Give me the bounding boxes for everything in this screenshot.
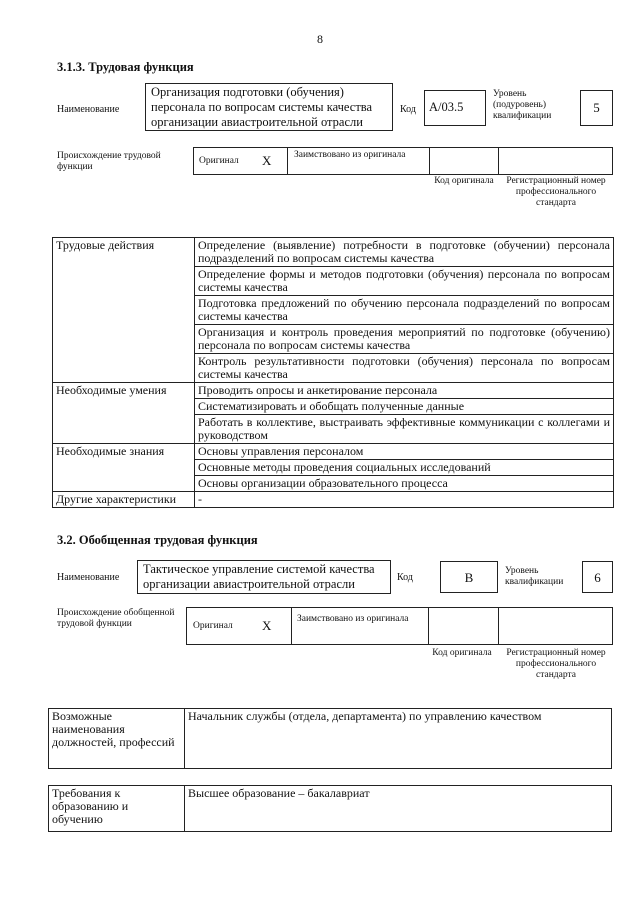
row-label-actions: Трудовые действия	[53, 238, 195, 383]
table-cell: Систематизировать и обобщать полученные данные	[195, 399, 614, 415]
borrowed-label: Заимствовано из оригинала	[297, 614, 409, 624]
code-label: Код	[397, 572, 413, 583]
original-mark: X	[262, 153, 272, 168]
table-cell: Определение (выявление) потребности в подготовке (обучении) персонала подразделений по вопросам системы качества	[195, 238, 614, 267]
table-cell: Основы управления персоналом	[195, 444, 614, 460]
level-label: Уровень (подуровень) квалификации	[493, 89, 552, 121]
function-name-field: Тактическое управление системой качества организации авиастроительной отрасли	[137, 560, 391, 594]
function-details-table	[52, 237, 614, 508]
education-label: Требования к образованию и обучению	[49, 786, 185, 832]
level-field: 6	[582, 561, 613, 593]
name-label: Наименование	[57, 104, 120, 115]
origin-row	[193, 147, 613, 175]
name-label: Наименование	[57, 572, 120, 583]
original-label: Оригинал	[193, 621, 233, 631]
original-mark: X	[262, 618, 272, 633]
row-label-skills: Необходимые умения	[53, 383, 195, 444]
code-field: В	[440, 561, 498, 593]
table-cell: Контроль результативности подготовки (обучения) персонала по вопросам системы качества	[195, 354, 614, 383]
origin-label: Происхождение трудовой функции	[57, 151, 161, 172]
education-table	[48, 785, 612, 832]
origin-label: Происхождение обобщенной трудовой функции	[57, 608, 175, 629]
section-heading: 3.1.3. Трудовая функция	[57, 60, 194, 74]
row-label-other: Другие характеристики	[53, 492, 195, 508]
original-code-caption: Код оригинала	[434, 176, 494, 186]
table-cell: Определение формы и методов подготовки (обучения) персонала по вопросам системы качества	[195, 267, 614, 296]
code-field: А/03.5	[424, 90, 486, 126]
education-value: Высшее образование – бакалавриат	[185, 786, 612, 832]
table-cell: Проводить опросы и анкетирование персонала	[195, 383, 614, 399]
reg-number-caption: Регистрационный номер профессионального стандарта	[506, 176, 606, 208]
function-name-field: Организация подготовки (обучения) персонала по вопросам системы качества организации авиастроительной отрасли	[145, 83, 393, 131]
table-cell: -	[195, 492, 614, 508]
table-cell: Работать в коллективе, выстраивать эффективные коммуникации с коллегами и руководством	[195, 415, 614, 444]
borrowed-label: Заимствовано из оригинала	[294, 150, 406, 160]
original-code-caption: Код оригинала	[432, 648, 492, 658]
table-cell: Основные методы проведения социальных исследований	[195, 460, 614, 476]
section-heading: 3.2. Обобщенная трудовая функция	[57, 533, 258, 547]
level-label: Уровень квалификации	[505, 566, 564, 587]
reg-number-caption: Регистрационный номер профессионального стандарта	[506, 648, 606, 680]
row-label-knowledge: Необходимые знания	[53, 444, 195, 492]
level-field: 5	[580, 90, 613, 126]
positions-table	[48, 708, 612, 769]
origin-row	[186, 607, 613, 645]
code-label: Код	[400, 104, 416, 115]
original-label: Оригинал	[199, 156, 239, 166]
page-number: 8	[317, 32, 323, 46]
table-cell: Основы организации образовательного процесса	[195, 476, 614, 492]
positions-value: Начальник службы (отдела, департамента) по управлению качеством	[185, 709, 612, 769]
table-cell: Подготовка предложений по обучению персонала подразделений по вопросам системы качества	[195, 296, 614, 325]
table-cell: Организация и контроль проведения мероприятий по подготовке (обучению) персонала по вопросам системы качества	[195, 325, 614, 354]
positions-label: Возможные наименования должностей, профессий	[49, 709, 185, 769]
